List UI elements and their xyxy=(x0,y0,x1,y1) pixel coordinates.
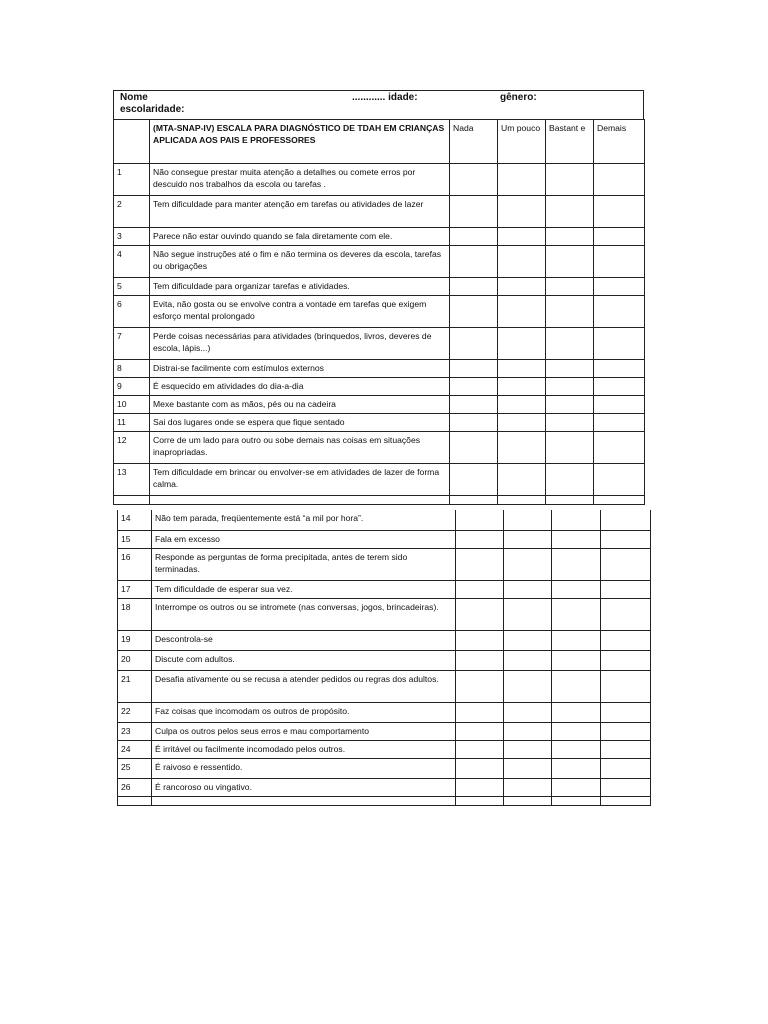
answer-cell-um-pouco[interactable] xyxy=(504,778,552,796)
item-number: 9 xyxy=(114,378,150,396)
answer-cell-bastante[interactable] xyxy=(546,396,594,414)
answer-cell-bastante[interactable] xyxy=(546,378,594,396)
answer-cell-bastante[interactable] xyxy=(552,722,601,740)
table-row xyxy=(118,630,651,650)
answer-cell-um-pouco[interactable] xyxy=(504,722,552,740)
answer-cell-um-pouco[interactable] xyxy=(504,630,552,650)
answer-cell-nada[interactable] xyxy=(456,758,504,778)
item-text: Interrompe os outros ou se intromete (nas conversas, jogos, brincadeiras). xyxy=(152,598,456,630)
answer-cell-demais[interactable] xyxy=(594,296,645,328)
answer-cell-demais[interactable] xyxy=(594,432,645,464)
continuation-cell xyxy=(150,496,450,505)
answer-cell-bastante[interactable] xyxy=(546,196,594,228)
item-text: É esquecido em atividades do dia-a-dia xyxy=(150,378,450,396)
header-fields xyxy=(113,90,644,119)
table-row xyxy=(114,414,645,432)
answer-cell-bastante[interactable] xyxy=(546,464,594,496)
item-number: 1 xyxy=(114,164,150,196)
item-text: Perde coisas necessárias para atividades (brinquedos, livros, deveres de escola, lápis...) xyxy=(150,328,450,360)
item-number: 22 xyxy=(118,702,152,722)
questionnaire-part-1 xyxy=(113,90,644,505)
answer-cell-bastante[interactable] xyxy=(552,580,601,598)
answer-cell-nada[interactable] xyxy=(450,414,498,432)
table-row xyxy=(114,396,645,414)
blank-cell xyxy=(114,120,150,164)
answer-cell-um-pouco[interactable] xyxy=(504,530,552,548)
answer-cell-bastante[interactable] xyxy=(546,414,594,432)
table-row xyxy=(114,246,645,278)
column-header-bastante: Bastant e xyxy=(546,120,594,164)
item-number: 8 xyxy=(114,360,150,378)
item-text: Tem dificuldade de esperar sua vez. xyxy=(152,580,456,598)
answer-cell-bastante[interactable] xyxy=(546,296,594,328)
item-number: 17 xyxy=(118,580,152,598)
answer-cell-um-pouco[interactable] xyxy=(498,396,546,414)
answer-cell-um-pouco[interactable] xyxy=(498,328,546,360)
answer-cell-um-pouco[interactable] xyxy=(498,360,546,378)
table-row xyxy=(118,510,651,530)
answer-cell-um-pouco[interactable] xyxy=(504,598,552,630)
answer-cell-um-pouco[interactable] xyxy=(504,548,552,580)
answer-cell-demais[interactable] xyxy=(601,702,651,722)
answer-cell-bastante[interactable] xyxy=(552,758,601,778)
item-text: É rancoroso ou vingativo. xyxy=(152,778,456,796)
item-number: 18 xyxy=(118,598,152,630)
answer-cell-demais[interactable] xyxy=(594,378,645,396)
item-text: Não consegue prestar muita atenção a detalhes ou comete erros por descuido nos trabalhos da escola ou tarefas . xyxy=(150,164,450,196)
item-number: 12 xyxy=(114,432,150,464)
continuation-cell xyxy=(118,796,152,805)
item-text: Parece não estar ouvindo quando se fala diretamente com ele. xyxy=(150,228,450,246)
answer-cell-um-pouco[interactable] xyxy=(498,164,546,196)
item-text: Tem dificuldade em brincar ou envolver-se em atividades de lazer de forma calma. xyxy=(150,464,450,496)
answer-cell-bastante[interactable] xyxy=(552,548,601,580)
answer-cell-nada[interactable] xyxy=(456,740,504,758)
answer-cell-bastante[interactable] xyxy=(546,328,594,360)
answer-cell-demais[interactable] xyxy=(594,328,645,360)
answer-cell-um-pouco[interactable] xyxy=(504,580,552,598)
answer-cell-bastante[interactable] xyxy=(546,164,594,196)
item-text: É raivoso e ressentido. xyxy=(152,758,456,778)
continuation-cell xyxy=(594,496,645,505)
table-row xyxy=(114,296,645,328)
item-text: Mexe bastante com as mãos, pés ou na cadeira xyxy=(150,396,450,414)
table-row xyxy=(118,758,651,778)
continuation-cell xyxy=(114,496,150,505)
answer-cell-nada[interactable] xyxy=(450,328,498,360)
answer-cell-nada[interactable] xyxy=(450,228,498,246)
item-text: Tem dificuldade para manter atenção em tarefas ou atividades de lazer xyxy=(150,196,450,228)
item-text: É irritável ou facilmente incomodado pelos outros. xyxy=(152,740,456,758)
table-row xyxy=(114,196,645,228)
questionnaire-part-2 xyxy=(117,510,650,806)
table-row xyxy=(114,228,645,246)
item-number: 13 xyxy=(114,464,150,496)
answer-cell-bastante[interactable] xyxy=(546,246,594,278)
answer-cell-um-pouco[interactable] xyxy=(498,432,546,464)
item-number: 19 xyxy=(118,630,152,650)
table-row xyxy=(114,360,645,378)
item-number: 11 xyxy=(114,414,150,432)
name-label: Nome xyxy=(120,92,148,103)
answer-cell-nada[interactable] xyxy=(456,722,504,740)
table-continuation xyxy=(118,796,651,805)
table-title: (MTA-SNAP-IV) ESCALA PARA DIAGNÓSTICO DE TDAH EM CRIANÇAS APLICADA AOS PAIS E PROFESSORES xyxy=(150,120,450,164)
answer-cell-demais[interactable] xyxy=(601,598,651,630)
answer-cell-demais[interactable] xyxy=(594,164,645,196)
answer-cell-nada[interactable] xyxy=(450,432,498,464)
answer-cell-nada[interactable] xyxy=(450,246,498,278)
answer-cell-um-pouco[interactable] xyxy=(498,228,546,246)
answer-cell-um-pouco[interactable] xyxy=(498,464,546,496)
answer-cell-demais[interactable] xyxy=(601,510,651,530)
answer-cell-bastante[interactable] xyxy=(546,228,594,246)
item-text: Tem dificuldade para organizar tarefas e atividades. xyxy=(150,278,450,296)
item-text: Distrai-se facilmente com estímulos externos xyxy=(150,360,450,378)
answer-cell-nada[interactable] xyxy=(450,296,498,328)
answer-cell-um-pouco[interactable] xyxy=(504,702,552,722)
symptom-table-1 xyxy=(113,119,645,505)
table-row xyxy=(118,702,651,722)
table-row xyxy=(118,580,651,598)
column-header-nada: Nada xyxy=(450,120,498,164)
item-text: Não segue instruções até o fim e não termina os deveres da escola, tarefas ou obrigações xyxy=(150,246,450,278)
answer-cell-bastante[interactable] xyxy=(552,530,601,548)
table-row xyxy=(114,278,645,296)
continuation-cell xyxy=(450,496,498,505)
symptom-table-2 xyxy=(117,510,651,806)
continuation-cell xyxy=(456,796,504,805)
title-row xyxy=(114,120,645,164)
answer-cell-demais[interactable] xyxy=(594,360,645,378)
continuation-cell xyxy=(504,796,552,805)
table-row xyxy=(118,598,651,630)
answer-cell-nada[interactable] xyxy=(456,580,504,598)
answer-cell-bastante[interactable] xyxy=(552,598,601,630)
table-continuation xyxy=(114,496,645,505)
item-number: 21 xyxy=(118,670,152,702)
item-number: 4 xyxy=(114,246,150,278)
answer-cell-demais[interactable] xyxy=(594,278,645,296)
answer-cell-um-pouco[interactable] xyxy=(504,510,552,530)
item-number: 5 xyxy=(114,278,150,296)
table-row xyxy=(118,530,651,548)
answer-cell-demais[interactable] xyxy=(601,722,651,740)
answer-cell-demais[interactable] xyxy=(601,758,651,778)
answer-cell-nada[interactable] xyxy=(450,360,498,378)
continuation-cell xyxy=(152,796,456,805)
table-row xyxy=(114,164,645,196)
table-row xyxy=(118,650,651,670)
item-number: 16 xyxy=(118,548,152,580)
column-header-demais: Demais xyxy=(594,120,645,164)
answer-cell-bastante[interactable] xyxy=(546,360,594,378)
item-number: 6 xyxy=(114,296,150,328)
answer-cell-bastante[interactable] xyxy=(552,510,601,530)
gender-label: gênero: xyxy=(500,92,537,103)
item-number: 20 xyxy=(118,650,152,670)
answer-cell-nada[interactable] xyxy=(450,164,498,196)
table-row xyxy=(114,432,645,464)
continuation-cell xyxy=(546,496,594,505)
answer-cell-nada[interactable] xyxy=(456,778,504,796)
answer-cell-nada[interactable] xyxy=(456,670,504,702)
answer-cell-demais[interactable] xyxy=(601,548,651,580)
item-number: 23 xyxy=(118,722,152,740)
answer-cell-um-pouco[interactable] xyxy=(498,246,546,278)
table-row xyxy=(114,328,645,360)
table-row xyxy=(114,464,645,496)
answer-cell-um-pouco[interactable] xyxy=(504,650,552,670)
answer-cell-nada[interactable] xyxy=(456,530,504,548)
answer-cell-nada[interactable] xyxy=(456,650,504,670)
continuation-cell xyxy=(552,796,601,805)
item-number: 2 xyxy=(114,196,150,228)
item-number: 10 xyxy=(114,396,150,414)
item-text: Corre de um lado para outro ou sobe demais nas coisas em situações inapropriadas. xyxy=(150,432,450,464)
table-row xyxy=(118,722,651,740)
school-label: escolaridade: xyxy=(120,104,185,115)
answer-cell-nada[interactable] xyxy=(456,702,504,722)
answer-cell-nada[interactable] xyxy=(456,598,504,630)
answer-cell-bastante[interactable] xyxy=(552,702,601,722)
item-number: 14 xyxy=(118,510,152,530)
item-text: Discute com adultos. xyxy=(152,650,456,670)
table-row xyxy=(118,740,651,758)
answer-cell-bastante[interactable] xyxy=(546,278,594,296)
item-text: Fala em excesso xyxy=(152,530,456,548)
answer-cell-demais[interactable] xyxy=(601,650,651,670)
item-number: 25 xyxy=(118,758,152,778)
answer-cell-nada[interactable] xyxy=(456,548,504,580)
answer-cell-nada[interactable] xyxy=(450,464,498,496)
item-number: 26 xyxy=(118,778,152,796)
table-row xyxy=(114,378,645,396)
continuation-cell xyxy=(601,796,651,805)
answer-cell-um-pouco[interactable] xyxy=(498,378,546,396)
answer-cell-um-pouco[interactable] xyxy=(498,414,546,432)
answer-cell-nada[interactable] xyxy=(450,378,498,396)
answer-cell-bastante[interactable] xyxy=(552,740,601,758)
item-text: Não tem parada, freqüentemente está “a mil por hora”. xyxy=(152,510,456,530)
continuation-cell xyxy=(498,496,546,505)
answer-cell-demais[interactable] xyxy=(594,246,645,278)
table-row xyxy=(118,548,651,580)
column-header-um-pouco: Um pouco xyxy=(498,120,546,164)
answer-cell-demais[interactable] xyxy=(601,580,651,598)
answer-cell-nada[interactable] xyxy=(450,278,498,296)
item-number: 24 xyxy=(118,740,152,758)
answer-cell-demais[interactable] xyxy=(594,464,645,496)
item-text: Culpa os outros pelos seus erros e mau comportamento xyxy=(152,722,456,740)
item-number: 3 xyxy=(114,228,150,246)
item-number: 15 xyxy=(118,530,152,548)
item-text: Desafia ativamente ou se recusa a atender pedidos ou regras dos adultos. xyxy=(152,670,456,702)
item-number: 7 xyxy=(114,328,150,360)
item-text: Sai dos lugares onde se espera que fique sentado xyxy=(150,414,450,432)
item-text: Faz coisas que incomodam os outros de propósito. xyxy=(152,702,456,722)
answer-cell-demais[interactable] xyxy=(601,740,651,758)
answer-cell-um-pouco[interactable] xyxy=(498,296,546,328)
answer-cell-demais[interactable] xyxy=(594,414,645,432)
answer-cell-nada[interactable] xyxy=(450,196,498,228)
answer-cell-bastante[interactable] xyxy=(552,778,601,796)
answer-cell-demais[interactable] xyxy=(594,228,645,246)
item-text: Evita, não gosta ou se envolve contra a vontade em tarefas que exigem esforço mental prolongado xyxy=(150,296,450,328)
table-row xyxy=(118,670,651,702)
answer-cell-nada[interactable] xyxy=(450,396,498,414)
answer-cell-um-pouco[interactable] xyxy=(498,278,546,296)
item-text: Responde as perguntas de forma precipitada, antes de terem sido terminadas. xyxy=(152,548,456,580)
answer-cell-bastante[interactable] xyxy=(552,650,601,670)
answer-cell-demais[interactable] xyxy=(601,670,651,702)
age-label: ............ idade: xyxy=(352,92,418,103)
answer-cell-um-pouco[interactable] xyxy=(504,670,552,702)
answer-cell-demais[interactable] xyxy=(594,196,645,228)
answer-cell-bastante[interactable] xyxy=(552,670,601,702)
answer-cell-demais[interactable] xyxy=(594,396,645,414)
answer-cell-bastante[interactable] xyxy=(552,630,601,650)
answer-cell-bastante[interactable] xyxy=(546,432,594,464)
answer-cell-demais[interactable] xyxy=(601,630,651,650)
answer-cell-um-pouco[interactable] xyxy=(498,196,546,228)
answer-cell-nada[interactable] xyxy=(456,510,504,530)
answer-cell-nada[interactable] xyxy=(456,630,504,650)
answer-cell-demais[interactable] xyxy=(601,530,651,548)
item-text: Descontrola-se xyxy=(152,630,456,650)
answer-cell-um-pouco[interactable] xyxy=(504,758,552,778)
answer-cell-um-pouco[interactable] xyxy=(504,740,552,758)
answer-cell-demais[interactable] xyxy=(601,778,651,796)
table-row xyxy=(118,778,651,796)
